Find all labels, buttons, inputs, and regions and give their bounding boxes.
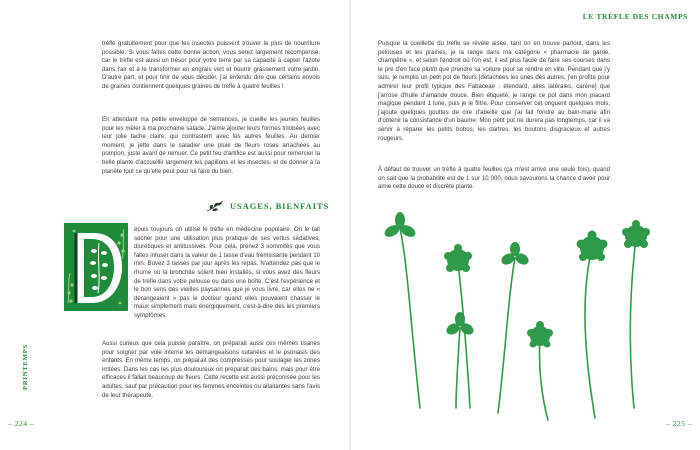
right-paragraph-2: À défaut de trouver un trèfle à quatre feuilles (ça m'est arrivé une seule fois), quand on sait que la probabilité est de 1 sur 10 000, nous savourons la chance d'avoir pour amie cette douce et discrète plante. xyxy=(378,166,610,191)
running-head: LE TRÈFLE DES CHAMPS xyxy=(582,12,688,21)
right-paragraph-1: Puisque la cueillette du trèfle se révèle aisée, tant on en trouve partout, dans les pelouses et les prairies, je la range dans ma catégorie « pharmacie de garde, champêtre », et selon l'endroit où l'on est, il est plus facile de faire ses courses dans le pré d'en face plutôt que prendre sa voiture pour se rendre en ville. Pendant que j'y suis, je remplis un petit pot de fleurs [détachées les unes des autres, j'en profite pour admirer leur profil typique des Fabaceae : étendard, ailes latérales, carène] que j'arrose d'huile d'amande douce. Bien étiqueté, je range ce pot dans mon placard magique pendant 1 lune, puis je le filtre. Pour conserver cet onguent quelques mois, j'ajoute quelques gouttes de cire d'abeille que j'ai fait fondre au bain-marie afin d'obtenir la consistance d'un baume. Mon petit pot ne durera pas longtemps, car il va servir à réparer les petits bobos, les dartres, les boutons disgracieux et autres rougeurs. xyxy=(378,40,610,142)
right-page xyxy=(350,0,700,450)
left-paragraph-1: trèfle gratuitement pour que les insectes puissent trouver le plus de nourriture possible. Si vous faites cette bonne action, vous serez largement récompensé, car le trèfle est aussi un trésor pour votre terre par sa capacité à capter l'azote dans l'air et à le transformer en engrais vert et nourrir grassement votre jardin. D'autre part, et pour finir de vous décider, j'ai entendu dire que certains envois de graines contiennent quelques graines de trèfle à quatre feuilles ! xyxy=(102,40,320,90)
clover-leaves xyxy=(383,212,650,348)
left-paragraph-4: Aussi curieux que cela puisse paraître, on préparait aussi ces mêmes tisanes pour soigner par voie interne les démangeaisons cutanées et le psoriasis des enfants. En même temps, on préparait des compresses pour soulager les zones irritées. Dans les cas les plus douloureux on préparait des bains, mais pour être efficaces il fallait beaucoup de fleurs. Cette recette est aussi préconisée pour les adultes, sauf par précaution pour les femmes enceintes ou allaitantes sans l'avis de leur thérapeute. xyxy=(102,340,320,399)
leaf-sprig-icon xyxy=(206,200,224,212)
dropcap-ornament xyxy=(64,223,128,311)
clover-illustration xyxy=(380,208,680,433)
page-number-left: – 224 – xyxy=(8,419,35,428)
page-number-right: – 225 – xyxy=(665,419,692,428)
left-paragraph-2: En attendant ma petite enveloppe de semences, je cueille les jeunes feuilles pour les mêler à ma prochaine salade. J'aime ajouter leurs formes trilobées avec leur jolie tache claire, qui contrastent avec les autres feuilles. Au dernier moment, je jette dans le saladier une pluie de fleurs roses arrachées au pompon, juste avant de remuer. Ce petit feu d'artifice est aussi pour remercier la belle plante d'accueillir largement les papillons et les insectes, et de donner à la planète tout ce qu'elle peut pour lui faire du bien. xyxy=(102,116,320,175)
section-heading xyxy=(206,200,329,212)
section-title: USAGES, BIENFAITS xyxy=(230,201,330,211)
left-paragraph-3: epuis toujours on utilise le trèfle en médecine populaire. On le fait sécher pour une utilisation plus pratique de ses vertus sédatives, diurétiques et antitussives. Pour cela, prenez 3 sommités que vous faites infuser dans la valeur de 1 tasse d'eau frémissante pendant 10 min. Buvez 3 tasses par jour après les repas. N'attendez pas que le rhume ou la bronchite soient bien installés, si vous avez des fleurs de trèfle dans votre pelouse ou dans une boîte. C'est l'expérience et le bon sens des vieilles paysannes que je vous livre, car elles ne « dérangeaient » pas le docteur quand elles pouvaient chasser le maux simplement mais énergiquement, c'est-à-dire dès les premiers symptômes. xyxy=(134,226,320,319)
side-label: PRINTEMPS xyxy=(22,343,29,390)
